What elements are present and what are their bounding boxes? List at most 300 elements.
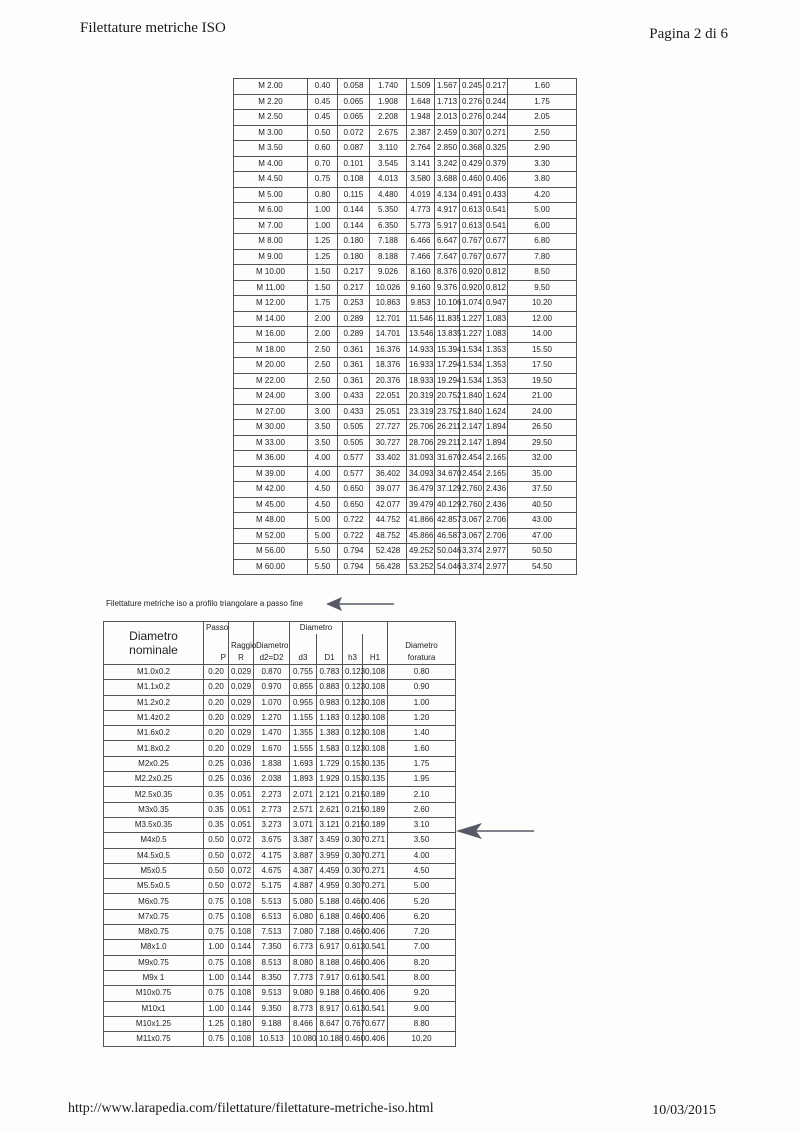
cell-d3: 6.080 bbox=[290, 909, 317, 924]
cell-radius: 0.036 bbox=[229, 756, 254, 771]
coarse-thread-row bbox=[234, 466, 577, 482]
cell-h3: 2.147 bbox=[460, 435, 484, 451]
cell-designation: M7x0.75 bbox=[104, 909, 204, 924]
cell-h3: 0.153 bbox=[343, 772, 363, 787]
cell-h3: 0.613 bbox=[343, 940, 363, 955]
cell-drill: 32.00 bbox=[508, 451, 577, 467]
cell-radius: 0.577 bbox=[338, 451, 370, 467]
cell-H1: 1.353 bbox=[484, 373, 508, 389]
cell-h3: 0.123 bbox=[343, 680, 363, 695]
cell-D1: 1.183 bbox=[317, 710, 343, 725]
cell-radius: 0.108 bbox=[229, 986, 254, 1001]
cell-H1: 0.541 bbox=[363, 1001, 388, 1016]
cell-D1: 8.188 bbox=[317, 955, 343, 970]
coarse-thread-row bbox=[234, 342, 577, 358]
cell-d2: 5.175 bbox=[254, 879, 290, 894]
cell-pitch: 4.00 bbox=[308, 451, 338, 467]
cell-designation: M1.1x0.2 bbox=[104, 680, 204, 695]
cell-drill: 1.75 bbox=[508, 94, 577, 110]
cell-h3: 2.760 bbox=[460, 497, 484, 513]
cell-H1: 0.108 bbox=[363, 741, 388, 756]
cell-d2: 9.350 bbox=[254, 1001, 290, 1016]
cell-h3: 0.307 bbox=[343, 863, 363, 878]
coarse-thread-row bbox=[234, 513, 577, 529]
cell-pitch: 0.35 bbox=[204, 802, 229, 817]
footer-date: 10/03/2015 bbox=[652, 1103, 716, 1118]
cell-H1: 1.353 bbox=[484, 358, 508, 374]
cell-h3: 0.307 bbox=[343, 879, 363, 894]
cell-pitch: 0.50 bbox=[204, 879, 229, 894]
cell-drill: 7.80 bbox=[508, 249, 577, 265]
cell-designation: M 33.00 bbox=[234, 435, 308, 451]
cell-D1: 4.134 bbox=[435, 187, 460, 203]
cell-pitch: 5.00 bbox=[308, 513, 338, 529]
cell-h3: 0.920 bbox=[460, 265, 484, 281]
cell-drill: 8.50 bbox=[508, 265, 577, 281]
cell-d2: 10.863 bbox=[370, 296, 407, 312]
header-raggio-spacer bbox=[229, 622, 254, 635]
cell-H1: 0.677 bbox=[484, 249, 508, 265]
cell-d3: 39.479 bbox=[407, 497, 435, 513]
cell-radius: 0.029 bbox=[229, 695, 254, 710]
cell-d3: 53.252 bbox=[407, 559, 435, 575]
cell-H1: 0.271 bbox=[363, 879, 388, 894]
cell-D1: 7.917 bbox=[317, 970, 343, 985]
fine-thread-row bbox=[104, 756, 456, 771]
coarse-thread-row bbox=[234, 544, 577, 560]
cell-pitch: 1.25 bbox=[308, 249, 338, 265]
cell-D1: 8.376 bbox=[435, 265, 460, 281]
cell-H1: 2.977 bbox=[484, 544, 508, 560]
cell-d2: 10.513 bbox=[254, 1032, 290, 1047]
cell-h3: 0.123 bbox=[343, 726, 363, 741]
cell-pitch: 0.75 bbox=[308, 172, 338, 188]
header-h3: h3 bbox=[343, 634, 363, 665]
header-r-cell bbox=[229, 634, 257, 665]
page-number: Pagina 2 di 6 bbox=[649, 26, 728, 42]
cell-drill: 7.00 bbox=[388, 940, 456, 955]
cell-radius: 0.108 bbox=[229, 1032, 254, 1047]
cell-D1: 3.688 bbox=[435, 172, 460, 188]
cell-h3: 1.840 bbox=[460, 389, 484, 405]
cell-designation: M 22.00 bbox=[234, 373, 308, 389]
cell-D1: 1.383 bbox=[317, 726, 343, 741]
cell-designation: M 2.50 bbox=[234, 110, 308, 126]
cell-radius: 0.794 bbox=[338, 544, 370, 560]
cell-d2: 12.701 bbox=[370, 311, 407, 327]
cell-d2: 4.675 bbox=[254, 863, 290, 878]
cell-radius: 0.505 bbox=[338, 420, 370, 436]
cell-D1: 6.917 bbox=[317, 940, 343, 955]
cell-H1: 0.406 bbox=[363, 909, 388, 924]
cell-d2: 1.670 bbox=[254, 741, 290, 756]
header-p-cell bbox=[204, 634, 229, 665]
cell-designation: M9x 1 bbox=[104, 970, 204, 985]
cell-designation: M 7.00 bbox=[234, 218, 308, 234]
cell-d3: 11.546 bbox=[407, 311, 435, 327]
cell-pitch: 3.50 bbox=[308, 420, 338, 436]
fine-thread-table bbox=[103, 621, 456, 1047]
cell-designation: M 52.00 bbox=[234, 528, 308, 544]
cell-D1: 34.670 bbox=[435, 466, 460, 482]
cell-D1: 9.188 bbox=[317, 986, 343, 1001]
cell-radius: 0.289 bbox=[338, 327, 370, 343]
cell-drill: 8.20 bbox=[388, 955, 456, 970]
coarse-thread-row bbox=[234, 234, 577, 250]
cell-H1: 0.108 bbox=[363, 695, 388, 710]
cell-radius: 0.108 bbox=[229, 909, 254, 924]
header-d2: d2=D2 bbox=[259, 653, 284, 662]
cell-drill: 4.50 bbox=[388, 863, 456, 878]
cell-drill: 0.80 bbox=[388, 665, 456, 680]
cell-d2: 16.376 bbox=[370, 342, 407, 358]
cell-D1: 2.850 bbox=[435, 141, 460, 157]
cell-designation: M2.2x0.25 bbox=[104, 772, 204, 787]
cell-H1: 1.624 bbox=[484, 404, 508, 420]
cell-d2: 33.402 bbox=[370, 451, 407, 467]
cell-H1: 0.406 bbox=[363, 925, 388, 940]
fine-thread-table-body bbox=[104, 665, 456, 1047]
fine-thread-row bbox=[104, 665, 456, 680]
cell-H1: 0.406 bbox=[363, 1032, 388, 1047]
fine-thread-row bbox=[104, 940, 456, 955]
cell-pitch: 1.75 bbox=[308, 296, 338, 312]
cell-pitch: 5.50 bbox=[308, 544, 338, 560]
cell-radius: 0.108 bbox=[338, 172, 370, 188]
cell-d2: 7.188 bbox=[370, 234, 407, 250]
cell-D1: 8.917 bbox=[317, 1001, 343, 1016]
coarse-thread-row bbox=[234, 528, 577, 544]
cell-designation: M 27.00 bbox=[234, 404, 308, 420]
cell-designation: M1.0x0.2 bbox=[104, 665, 204, 680]
cell-radius: 0.051 bbox=[229, 802, 254, 817]
cell-d3: 18.933 bbox=[407, 373, 435, 389]
cell-d3: 4.387 bbox=[290, 863, 317, 878]
cell-H1: 0.189 bbox=[363, 817, 388, 832]
cell-drill: 10.20 bbox=[388, 1032, 456, 1047]
cell-H1: 0.108 bbox=[363, 726, 388, 741]
cell-h3: 0.368 bbox=[460, 141, 484, 157]
fine-thread-row bbox=[104, 772, 456, 787]
cell-d3: 2.764 bbox=[407, 141, 435, 157]
coarse-thread-row bbox=[234, 435, 577, 451]
cell-H1: 0.189 bbox=[363, 787, 388, 802]
coarse-thread-row bbox=[234, 79, 577, 95]
coarse-thread-row bbox=[234, 559, 577, 575]
cell-d2: 3.545 bbox=[370, 156, 407, 172]
cell-d2: 2.208 bbox=[370, 110, 407, 126]
cell-d3: 7.080 bbox=[290, 925, 317, 940]
fine-thread-row bbox=[104, 802, 456, 817]
cell-drill: 3.50 bbox=[388, 833, 456, 848]
cell-drill: 4.00 bbox=[388, 848, 456, 863]
cell-pitch: 0.75 bbox=[204, 955, 229, 970]
coarse-thread-row bbox=[234, 125, 577, 141]
cell-H1: 1.624 bbox=[484, 389, 508, 405]
cell-d3: 13.546 bbox=[407, 327, 435, 343]
cell-designation: M 3.50 bbox=[234, 141, 308, 157]
cell-d2: 20.376 bbox=[370, 373, 407, 389]
cell-D1: 0.983 bbox=[317, 695, 343, 710]
cell-radius: 0.253 bbox=[338, 296, 370, 312]
coarse-thread-row bbox=[234, 110, 577, 126]
fine-thread-row bbox=[104, 817, 456, 832]
cell-D1: 5.917 bbox=[435, 218, 460, 234]
cell-d3: 2.071 bbox=[290, 787, 317, 802]
cell-h3: 2.454 bbox=[460, 466, 484, 482]
cell-designation: M 5.00 bbox=[234, 187, 308, 203]
cell-h3: 1.074 bbox=[460, 296, 484, 312]
cell-drill: 40.50 bbox=[508, 497, 577, 513]
cell-designation: M 11.00 bbox=[234, 280, 308, 296]
cell-d2: 36.402 bbox=[370, 466, 407, 482]
cell-drill: 6.20 bbox=[388, 909, 456, 924]
cell-D1: 23.752 bbox=[435, 404, 460, 420]
cell-d2: 1.838 bbox=[254, 756, 290, 771]
cell-d2: 8.188 bbox=[370, 249, 407, 265]
cell-D1: 15.394 bbox=[435, 342, 460, 358]
cell-designation: M10x1.25 bbox=[104, 1016, 204, 1031]
cell-radius: 0.065 bbox=[338, 110, 370, 126]
cell-pitch: 0.75 bbox=[204, 986, 229, 1001]
cell-drill: 2.10 bbox=[388, 787, 456, 802]
cell-radius: 0.180 bbox=[229, 1016, 254, 1031]
fine-thread-row bbox=[104, 1001, 456, 1016]
cell-D1: 7.647 bbox=[435, 249, 460, 265]
cell-h3: 0.307 bbox=[343, 833, 363, 848]
cell-d3: 5.773 bbox=[407, 218, 435, 234]
cell-radius: 0.433 bbox=[338, 389, 370, 405]
cell-radius: 0.722 bbox=[338, 513, 370, 529]
cell-designation: M1.2x0.2 bbox=[104, 695, 204, 710]
cell-d3: 20.319 bbox=[407, 389, 435, 405]
cell-D1: 3.959 bbox=[317, 848, 343, 863]
fine-thread-row bbox=[104, 894, 456, 909]
cell-drill: 8.00 bbox=[388, 970, 456, 985]
cell-drill: 54.50 bbox=[508, 559, 577, 575]
cell-H1: 0.271 bbox=[363, 863, 388, 878]
cell-drill: 10.20 bbox=[508, 296, 577, 312]
cell-d2: 0.970 bbox=[254, 680, 290, 695]
cell-radius: 0.072 bbox=[338, 125, 370, 141]
cell-designation: M1.8x0.2 bbox=[104, 741, 204, 756]
cell-designation: M3.5x0.35 bbox=[104, 817, 204, 832]
coarse-thread-row bbox=[234, 280, 577, 296]
cell-radius: 0.361 bbox=[338, 342, 370, 358]
header-r: R bbox=[238, 653, 244, 662]
cell-radius: 0.029 bbox=[229, 665, 254, 680]
cell-H1: 2.165 bbox=[484, 466, 508, 482]
cell-h3: 0.460 bbox=[343, 986, 363, 1001]
cell-designation: M 3.00 bbox=[234, 125, 308, 141]
coarse-thread-row bbox=[234, 141, 577, 157]
cell-drill: 5.00 bbox=[388, 879, 456, 894]
cell-d3: 9.160 bbox=[407, 280, 435, 296]
cell-D1: 1.713 bbox=[435, 94, 460, 110]
cell-pitch: 0.20 bbox=[204, 665, 229, 680]
cell-h3: 0.215 bbox=[343, 802, 363, 817]
cell-d3: 34.093 bbox=[407, 466, 435, 482]
fine-thread-table-header bbox=[104, 622, 456, 665]
cell-pitch: 0.50 bbox=[204, 833, 229, 848]
cell-d3: 0.855 bbox=[290, 680, 317, 695]
cell-d2: 10.026 bbox=[370, 280, 407, 296]
coarse-thread-row bbox=[234, 187, 577, 203]
cell-d2: 6.350 bbox=[370, 218, 407, 234]
cell-h3: 0.613 bbox=[460, 203, 484, 219]
cell-pitch: 1.00 bbox=[204, 1001, 229, 1016]
cell-d3: 8.160 bbox=[407, 265, 435, 281]
fine-thread-row bbox=[104, 879, 456, 894]
cell-D1: 42.857 bbox=[435, 513, 460, 529]
cell-pitch: 0.35 bbox=[204, 787, 229, 802]
cell-d3: 1.555 bbox=[290, 741, 317, 756]
cell-d3: 3.580 bbox=[407, 172, 435, 188]
cell-D1: 1.729 bbox=[317, 756, 343, 771]
cell-d3: 45.866 bbox=[407, 528, 435, 544]
cell-d2: 52.428 bbox=[370, 544, 407, 560]
cell-radius: 0.180 bbox=[338, 234, 370, 250]
cell-drill: 2.05 bbox=[508, 110, 577, 126]
cell-h3: 0.767 bbox=[343, 1016, 363, 1031]
cell-drill: 35.00 bbox=[508, 466, 577, 482]
cell-D1: 5.188 bbox=[317, 894, 343, 909]
cell-H1: 0.406 bbox=[363, 986, 388, 1001]
cell-H1: 1.353 bbox=[484, 342, 508, 358]
header-diametro-d2: Diametro bbox=[256, 641, 289, 650]
cell-radius: 0.144 bbox=[229, 1001, 254, 1016]
cell-H1: 2.165 bbox=[484, 451, 508, 467]
cell-d2: 1.908 bbox=[370, 94, 407, 110]
cell-H1: 0.677 bbox=[484, 234, 508, 250]
cell-drill: 50.50 bbox=[508, 544, 577, 560]
cell-h3: 2.147 bbox=[460, 420, 484, 436]
cell-designation: M 18.00 bbox=[234, 342, 308, 358]
cell-h3: 0.153 bbox=[343, 756, 363, 771]
cell-radius: 0.058 bbox=[338, 79, 370, 95]
cell-drill: 1.95 bbox=[388, 772, 456, 787]
cell-d3: 0.955 bbox=[290, 695, 317, 710]
cell-D1: 31.670 bbox=[435, 451, 460, 467]
cell-drill: 0.90 bbox=[388, 680, 456, 695]
cell-pitch: 1.00 bbox=[204, 940, 229, 955]
cell-pitch: 1.25 bbox=[308, 234, 338, 250]
cell-pitch: 0.70 bbox=[308, 156, 338, 172]
cell-d2: 3.110 bbox=[370, 141, 407, 157]
cell-H1: 0.379 bbox=[484, 156, 508, 172]
cell-radius: 0.180 bbox=[338, 249, 370, 265]
header-p: P bbox=[220, 653, 226, 662]
cell-D1: 6.647 bbox=[435, 234, 460, 250]
cell-D1: 6.188 bbox=[317, 909, 343, 924]
cell-h3: 0.123 bbox=[343, 710, 363, 725]
cell-D1: 10.188 bbox=[317, 1032, 343, 1047]
cell-radius: 0.115 bbox=[338, 187, 370, 203]
cell-d3: 1.693 bbox=[290, 756, 317, 771]
cell-designation: M4x0.5 bbox=[104, 833, 204, 848]
cell-drill: 24.00 bbox=[508, 404, 577, 420]
cell-d3: 4.773 bbox=[407, 203, 435, 219]
cell-d2: 2.773 bbox=[254, 802, 290, 817]
cell-D1: 2.121 bbox=[317, 787, 343, 802]
cell-d2: 3.273 bbox=[254, 817, 290, 832]
cell-radius: 0.029 bbox=[229, 680, 254, 695]
cell-d2: 9.026 bbox=[370, 265, 407, 281]
cell-H1: 2.706 bbox=[484, 528, 508, 544]
cell-H1: 0.541 bbox=[363, 940, 388, 955]
coarse-thread-row bbox=[234, 358, 577, 374]
header-d3: d3 bbox=[290, 634, 317, 665]
cell-radius: 0.361 bbox=[338, 373, 370, 389]
cell-D1: 50.046 bbox=[435, 544, 460, 560]
cell-d2: 1.270 bbox=[254, 710, 290, 725]
cell-pitch: 0.35 bbox=[204, 817, 229, 832]
cell-h3: 0.460 bbox=[343, 925, 363, 940]
cell-designation: M5.5x0.5 bbox=[104, 879, 204, 894]
cell-D1: 0.883 bbox=[317, 680, 343, 695]
cell-d3: 4.019 bbox=[407, 187, 435, 203]
cell-D1: 37.129 bbox=[435, 482, 460, 498]
cell-radius: 0.144 bbox=[229, 970, 254, 985]
cell-pitch: 2.50 bbox=[308, 358, 338, 374]
cell-h3: 0.460 bbox=[460, 172, 484, 188]
cell-d2: 4.175 bbox=[254, 848, 290, 863]
cell-pitch: 1.50 bbox=[308, 280, 338, 296]
cell-d3: 3.141 bbox=[407, 156, 435, 172]
cell-radius: 0.108 bbox=[229, 925, 254, 940]
header-D1: D1 bbox=[317, 634, 343, 665]
cell-H1: 0.541 bbox=[484, 203, 508, 219]
cell-pitch: 0.20 bbox=[204, 726, 229, 741]
cell-radius: 0.072 bbox=[229, 848, 254, 863]
cell-d3: 25.706 bbox=[407, 420, 435, 436]
header-raggio: Raggio bbox=[231, 641, 257, 650]
cell-radius: 0.036 bbox=[229, 772, 254, 787]
cell-pitch: 1.00 bbox=[308, 203, 338, 219]
cell-radius: 0.029 bbox=[229, 741, 254, 756]
cell-D1: 4.917 bbox=[435, 203, 460, 219]
header-passo: Passo bbox=[204, 622, 229, 635]
cell-d3: 8.080 bbox=[290, 955, 317, 970]
cell-d2: 7.513 bbox=[254, 925, 290, 940]
cell-d3: 0.755 bbox=[290, 665, 317, 680]
cell-d3: 9.080 bbox=[290, 986, 317, 1001]
cell-pitch: 0.60 bbox=[308, 141, 338, 157]
cell-pitch: 2.50 bbox=[308, 342, 338, 358]
cell-pitch: 0.20 bbox=[204, 741, 229, 756]
coarse-thread-row bbox=[234, 404, 577, 420]
cell-pitch: 1.00 bbox=[308, 218, 338, 234]
cell-designation: M10x0.75 bbox=[104, 986, 204, 1001]
cell-D1: 19.294 bbox=[435, 373, 460, 389]
cell-pitch: 2.00 bbox=[308, 311, 338, 327]
fine-thread-row bbox=[104, 909, 456, 924]
cell-designation: M5x0.5 bbox=[104, 863, 204, 878]
cell-designation: M 48.00 bbox=[234, 513, 308, 529]
fine-thread-row bbox=[104, 833, 456, 848]
cell-D1: 2.013 bbox=[435, 110, 460, 126]
cell-d2: 18.376 bbox=[370, 358, 407, 374]
cell-designation: M 16.00 bbox=[234, 327, 308, 343]
cell-d2: 0.870 bbox=[254, 665, 290, 680]
cell-pitch: 0.45 bbox=[308, 94, 338, 110]
cell-d2: 42.077 bbox=[370, 497, 407, 513]
cell-designation: M 36.00 bbox=[234, 451, 308, 467]
cell-d3: 8.466 bbox=[290, 1016, 317, 1031]
cell-D1: 11.835 bbox=[435, 311, 460, 327]
cell-h3: 0.460 bbox=[343, 1032, 363, 1047]
cell-H1: 2.436 bbox=[484, 482, 508, 498]
